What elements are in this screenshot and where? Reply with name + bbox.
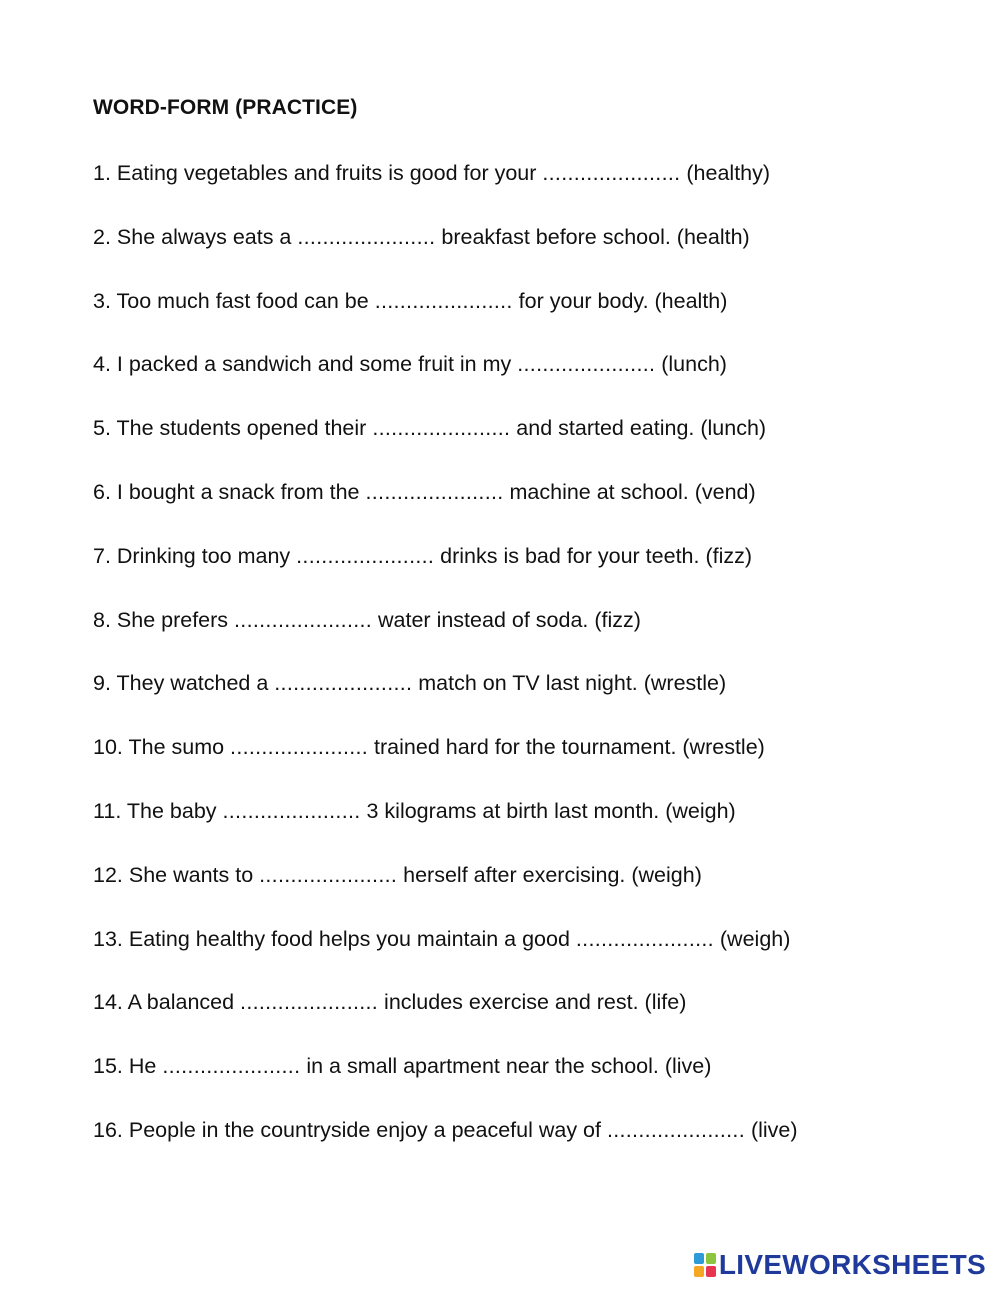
question-item xyxy=(93,414,798,478)
question-text-after: match on TV last night. (wrestle) xyxy=(412,671,727,696)
question-text-before: 6. I bought a snack from the xyxy=(93,479,366,504)
answer-blank[interactable]: ...................... xyxy=(374,288,513,313)
answer-blank[interactable]: ...................... xyxy=(296,543,435,568)
question-text-before: 11. The baby xyxy=(93,798,223,823)
question-text-before: 9. They watched a xyxy=(93,671,275,696)
question-text-after: 3 kilograms at birth last month. (weigh) xyxy=(360,798,736,823)
question-text-after: for your body. (health) xyxy=(512,288,728,313)
answer-blank[interactable]: ...................... xyxy=(222,798,361,823)
question-text-after: (live) xyxy=(744,1117,798,1142)
question-item xyxy=(93,861,798,925)
question-text-after: herself after exercising. (weigh) xyxy=(397,862,702,887)
brand-logo[interactable] xyxy=(694,1250,986,1280)
answer-blank[interactable]: ...................... xyxy=(372,416,511,441)
question-text-before: 12. She wants to xyxy=(93,862,260,887)
question-text-before: 16. People in the countryside enjoy a peaceful way of xyxy=(93,1117,607,1142)
answer-blank[interactable]: ...................... xyxy=(542,161,681,185)
answer-blank[interactable]: ...................... xyxy=(234,607,373,632)
question-item xyxy=(93,606,798,670)
question-text-before: 5. The students opened their xyxy=(93,416,373,441)
answer-blank[interactable]: ...................... xyxy=(259,862,398,887)
question-text-before: 1. Eating vegetables and fruits is good for your xyxy=(93,161,543,185)
question-text-after: includes exercise and rest. (life) xyxy=(378,990,687,1015)
question-item xyxy=(93,733,798,797)
question-text-after: (lunch) xyxy=(655,352,727,377)
answer-blank[interactable]: ...................... xyxy=(297,224,436,249)
question-item xyxy=(93,1052,798,1116)
answer-blank[interactable]: ...................... xyxy=(517,352,656,377)
question-text-after: trained hard for the tournament. (wrestle) xyxy=(368,735,765,760)
logo-square-orange xyxy=(694,1266,704,1277)
question-item xyxy=(93,925,798,989)
logo-square-green xyxy=(706,1253,716,1264)
question-text-before: 3. Too much fast food can be xyxy=(93,288,375,313)
question-item xyxy=(93,1116,798,1180)
question-text-after: machine at school. (vend) xyxy=(503,479,756,504)
question-text-before: 7. Drinking too many xyxy=(93,543,297,568)
logo-square-red xyxy=(706,1266,716,1277)
question-item xyxy=(93,797,798,861)
question-item xyxy=(93,669,798,733)
answer-blank[interactable]: ...................... xyxy=(230,735,369,760)
question-text-after: breakfast before school. (health) xyxy=(435,224,750,249)
question-text-after: drinks is bad for your teeth. (fizz) xyxy=(434,543,753,568)
question-item xyxy=(93,350,798,414)
question-text-before: 15. He xyxy=(93,1054,163,1079)
answer-blank[interactable]: ...................... xyxy=(606,1117,745,1142)
question-item xyxy=(93,287,798,351)
question-text-before: 2. She always eats a xyxy=(93,224,298,249)
question-text-before: 13. Eating healthy food helps you maintain a good xyxy=(93,926,576,951)
question-text-after: and started eating. (lunch) xyxy=(510,416,767,441)
answer-blank[interactable]: ...................... xyxy=(274,671,413,696)
worksheet-title: WORD-FORM (PRACTICE) xyxy=(93,96,358,119)
question-text-after: in a small apartment near the school. (live) xyxy=(300,1054,712,1079)
question-item xyxy=(93,223,798,287)
liveworksheets-logo-icon xyxy=(694,1253,716,1277)
question-text-after: (weigh) xyxy=(713,926,791,951)
answer-blank[interactable]: ...................... xyxy=(162,1054,301,1079)
question-text-before: 4. I packed a sandwich and some fruit in my xyxy=(93,352,518,377)
question-text-before: 10. The sumo xyxy=(93,735,231,760)
question-item xyxy=(93,159,798,223)
answer-blank[interactable]: ...................... xyxy=(575,926,714,951)
question-text-before: 8. She prefers xyxy=(93,607,235,632)
question-item xyxy=(93,478,798,542)
question-item xyxy=(93,988,798,1052)
question-text-after: water instead of soda. (fizz) xyxy=(372,607,641,632)
logo-square-blue xyxy=(694,1253,704,1264)
answer-blank[interactable]: ...................... xyxy=(240,990,379,1015)
question-text-before: 14. A balanced xyxy=(93,990,241,1015)
question-list xyxy=(93,159,798,1180)
brand-name: LIVEWORKSHEETS xyxy=(718,1249,986,1280)
question-text-after: (healthy) xyxy=(680,161,771,185)
question-item xyxy=(93,542,798,606)
answer-blank[interactable]: ...................... xyxy=(365,479,504,504)
